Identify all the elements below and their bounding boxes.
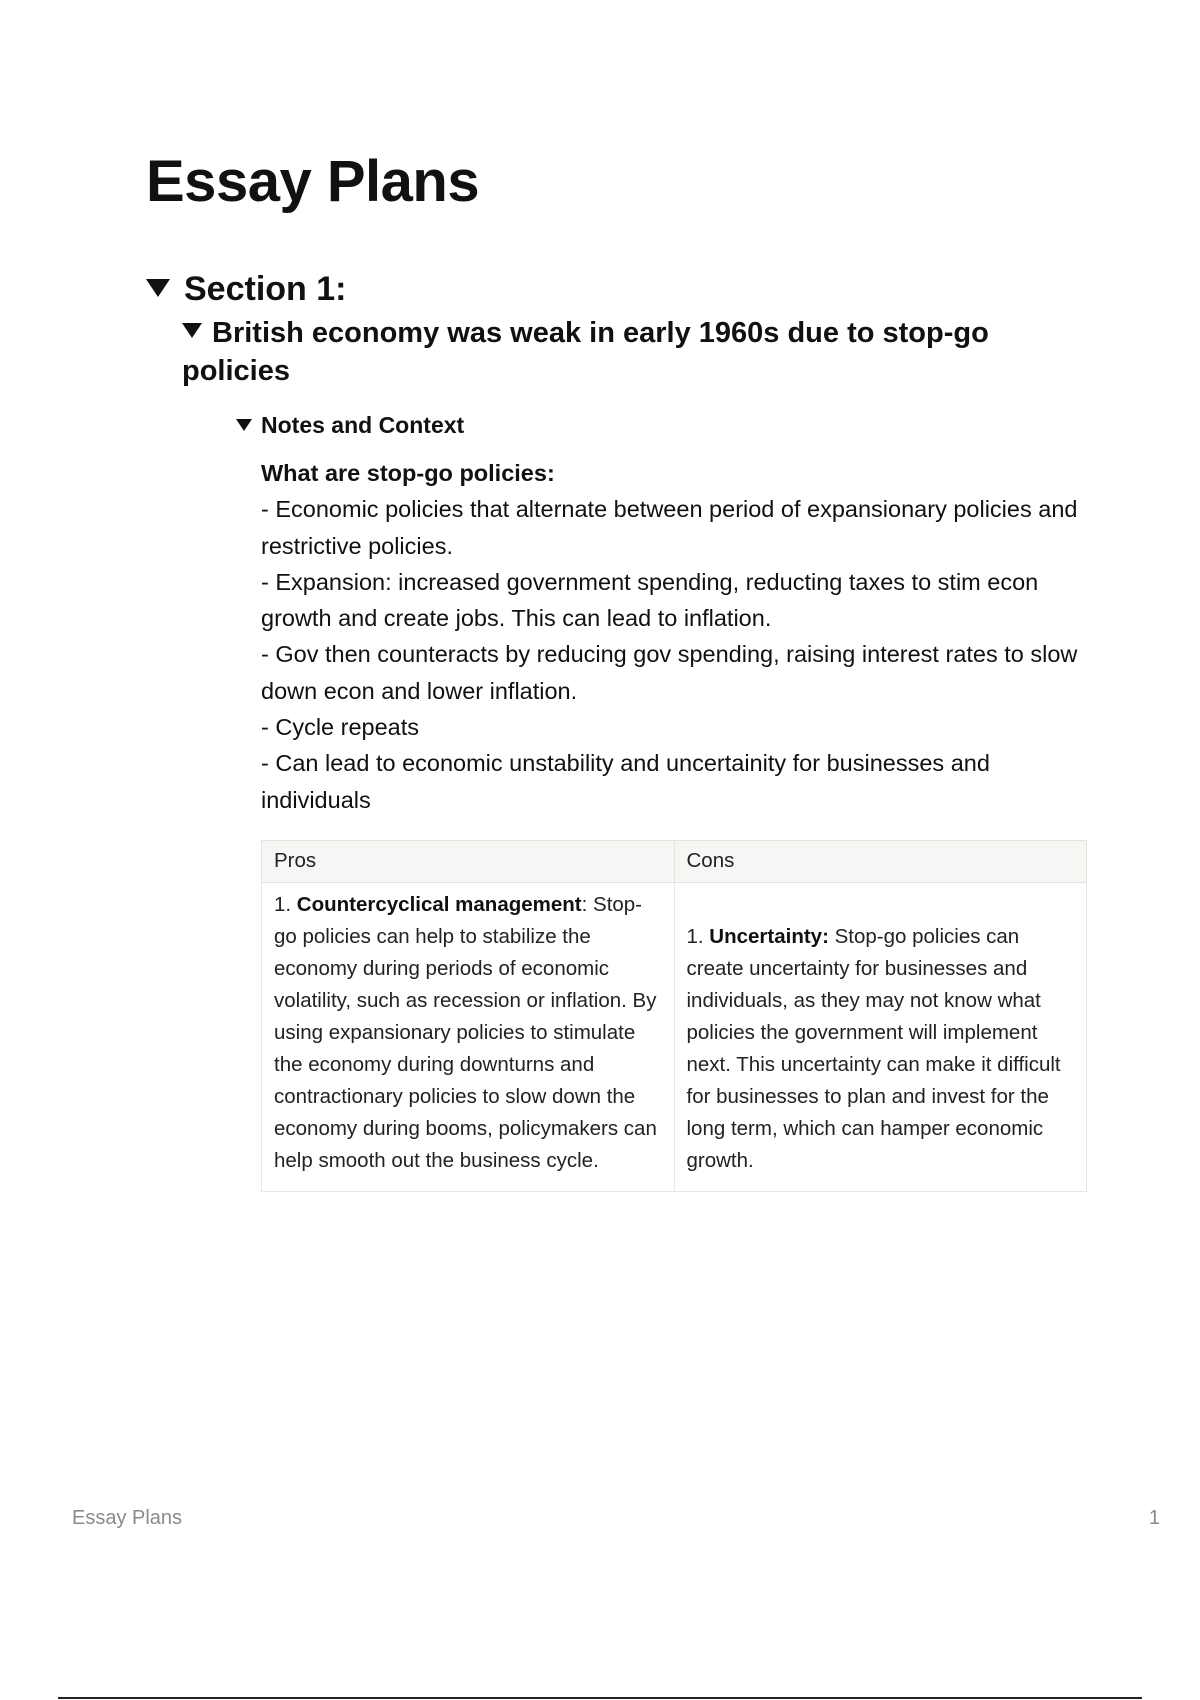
table-row — [262, 883, 1087, 1192]
section-toggle[interactable] — [146, 268, 346, 310]
toggle-triangle-icon[interactable] — [182, 323, 202, 338]
notes-toggle[interactable] — [236, 410, 464, 440]
notes-line: - Gov then counteracts by reducing gov spending, raising interest rates to slow down econ and lower inflation. — [261, 641, 1078, 704]
notes-question: What are stop-go policies: — [261, 460, 555, 486]
pros-cell — [262, 883, 675, 1192]
notes-line: - Expansion: increased government spending, reducting taxes to stim econ growth and create jobs. This can lead to inflation. — [261, 568, 1039, 632]
footer-page-number: 1 — [1148, 1507, 1160, 1529]
subheading-text: British economy was weak in early 1960s due to stop-go policies — [182, 317, 989, 387]
cons-text: Stop-go policies can create uncertainty for businesses and individuals, as they may not know what policies the government will implement next. This uncertainty can make it difficult for businesses to plan and invest for the long term, which can hamper economic growth. — [686, 925, 1061, 1172]
page-title: Essay Plans — [146, 149, 480, 214]
notes-line: - Economic policies that alternate between period of expansionary policies and restrictive policies. — [261, 496, 1078, 559]
notes-line: - Cycle repeats — [261, 714, 420, 741]
bottom-divider — [58, 1697, 1142, 1699]
subheading-toggle[interactable] — [182, 314, 1062, 390]
toggle-triangle-icon[interactable] — [236, 419, 252, 431]
pros-number: 1. — [274, 893, 297, 916]
section-heading-text: Section 1: — [184, 270, 347, 308]
notes-body — [261, 455, 1091, 818]
cons-cell — [674, 883, 1087, 1192]
notes-line: - Can lead to economic unstability and uncertainity for businesses and individuals — [261, 750, 990, 813]
pros-text: : Stop-go policies can help to stabilize the economy during periods of economic volatility, such as recession or inflation. By using expansionary policies to stimulate the economy during downturns and contractionary policies to slow down the economy during booms, policymakers can help smooth out the business cycle. — [274, 893, 657, 1172]
table-header-pros: Pros — [262, 841, 675, 883]
cons-number: 1. — [686, 925, 710, 948]
notes-toggle-label: Notes and Context — [261, 412, 465, 438]
pros-cons-table — [261, 840, 1087, 1192]
cons-term: Uncertainty: — [709, 925, 829, 948]
toggle-triangle-icon[interactable] — [146, 279, 170, 297]
table-header-row — [262, 841, 1087, 883]
pros-term: Countercyclical management — [296, 893, 582, 916]
table-header-cons: Cons — [674, 841, 1087, 883]
footer-doc-name: Essay Plans — [72, 1507, 183, 1529]
